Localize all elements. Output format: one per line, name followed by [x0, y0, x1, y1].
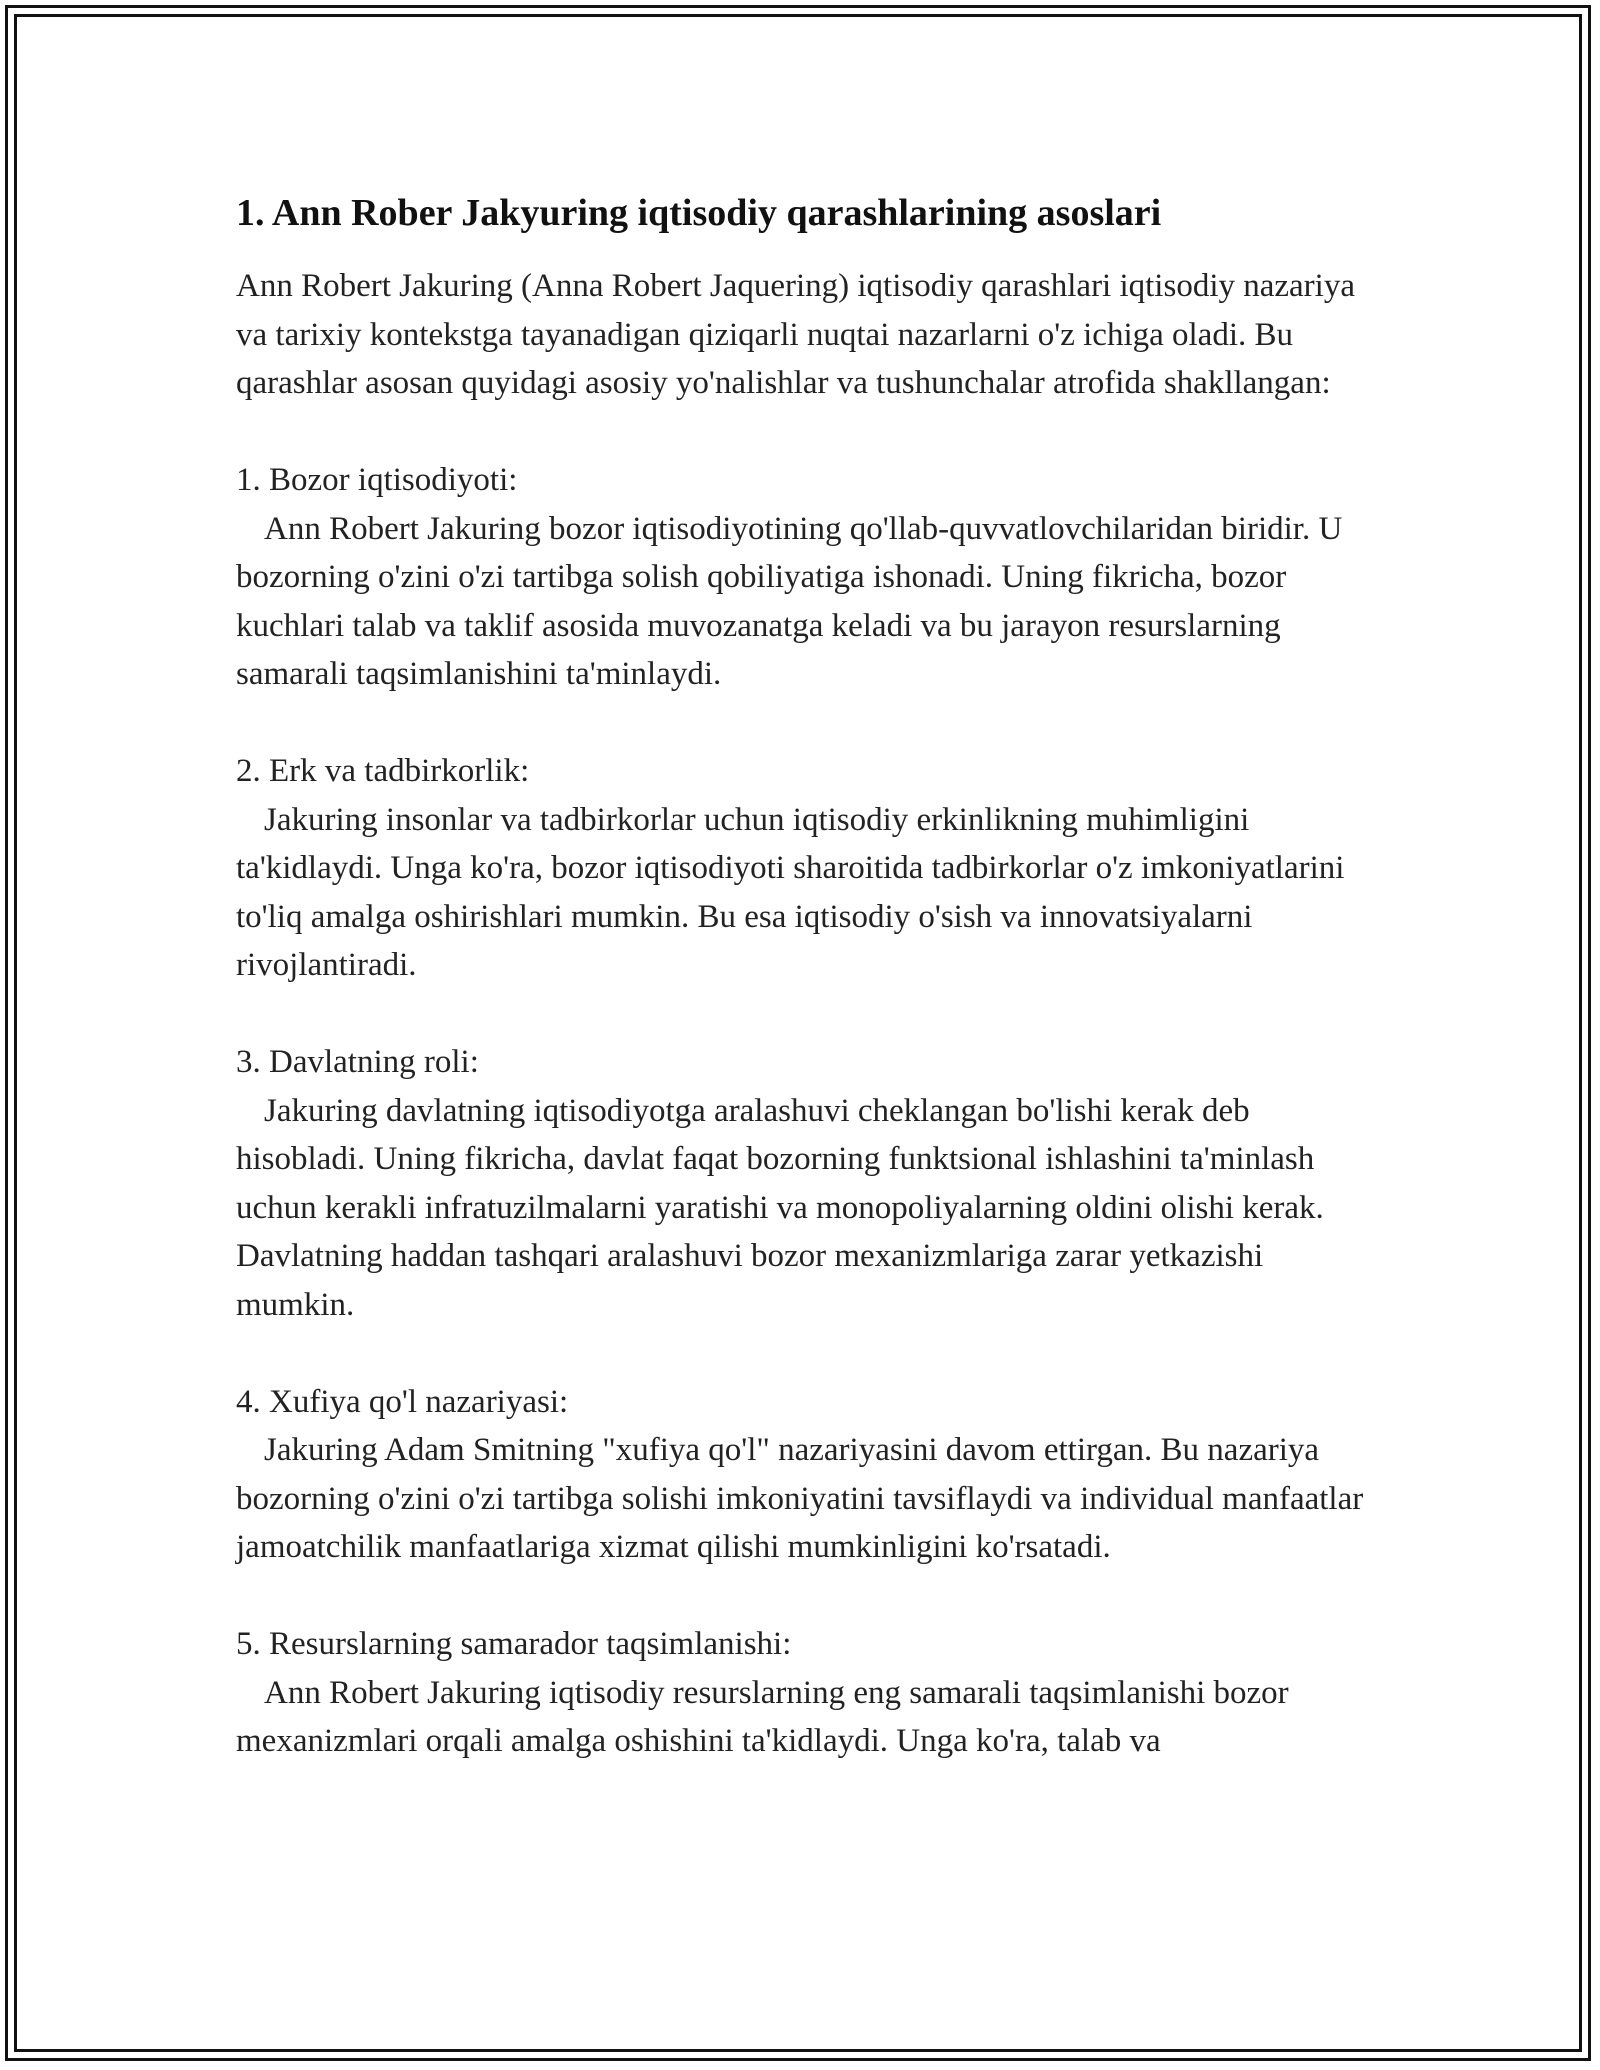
section-body: Jakuring davlatning iqtisodiyotga aralashuvi cheklangan bo'lishi kerak deb hisobladi. Uning fikricha, davlat faqat bozorning funktsional ishlashini ta'minlash uchun kerakli infratuzilmalarni yaratishi va monopoliyalarning oldini olishi kerak. Davlatning haddan tashqari aralashuvi bozor mexanizmlariga zarar yetkazishi mumkin. [236, 1092, 1324, 1323]
intro-paragraph: Ann Robert Jakuring (Anna Robert Jaquering) iqtisodiy qarashlari iqtisodiy nazariya va tarixiy kontekstga tayanadigan qiziqarli nuqtai nazarlarni o'z ichiga oladi. Bu qarashlar asosan quyidagi asosiy yo'nalishlar va tushunchalar atrofida shakllangan: [236, 268, 1355, 401]
spacer [236, 699, 1386, 748]
spacer [236, 990, 1386, 1039]
section-body: Jakuring Adam Smitning "xufiya qo'l" nazariyasini davom ettirgan. Bu nazariya bozorning o'zini o'zi tartibga solishi imkoniyatini tavsiflaydi va individual manfaatlar jamoatchilik manfaatlariga xizmat qilishi mumkinligini ko'rsatadi. [236, 1432, 1364, 1565]
spacer [236, 1572, 1386, 1621]
section-title: 4. Xufiya qo'l nazariyasi: [236, 1383, 569, 1420]
section-title: 2. Erk va tadbirkorlik: [236, 753, 530, 789]
section-title: 3. Davlatning roli: [236, 1044, 479, 1080]
spacer [236, 1329, 1386, 1378]
section-body: Ann Robert Jakuring iqtisodiy resurslarning eng samarali taqsimlanishi bozor mexanizmlari orqali amalga oshishini ta'kidlaydi. Unga ko'ra, talab va [236, 1674, 1289, 1759]
spacer [236, 408, 1386, 457]
section-title: 1. Bozor iqtisodiyoti: [236, 462, 518, 498]
section-title: 5. Resurslarning samarador taqsimlanishi: [236, 1626, 792, 1662]
document-heading: 1. Ann Rober Jakyuring iqtisodiy qarashlarining asoslari [236, 192, 1162, 234]
section-body: Jakuring insonlar va tadbirkorlar uchun iqtisodiy erkinlikning muhimligini ta'kidlaydi. Unga ko'ra, bozor iqtisodiyoti sharoitida tadbirkorlar o'z imkoniyatlarini to'liq amalga oshirishlari mumkin. Bu esa iqtisodiy o'sish va innovatsiyalarni rivojlantiradi. [236, 801, 1345, 983]
section-body: Ann Robert Jakuring bozor iqtisodiyotining qo'llab-quvvatlovchilaridan biridir. U bozorning o'zini o'zi tartibga solish qobiliyatiga ishonadi. Uning fikricha, bozor kuchlari talab va taklif asosida muvozanatga keladi va bu jarayon resurslarning samarali taqsimlanishini ta'minlaydi. [236, 510, 1343, 692]
document-content [236, 186, 1386, 1766]
